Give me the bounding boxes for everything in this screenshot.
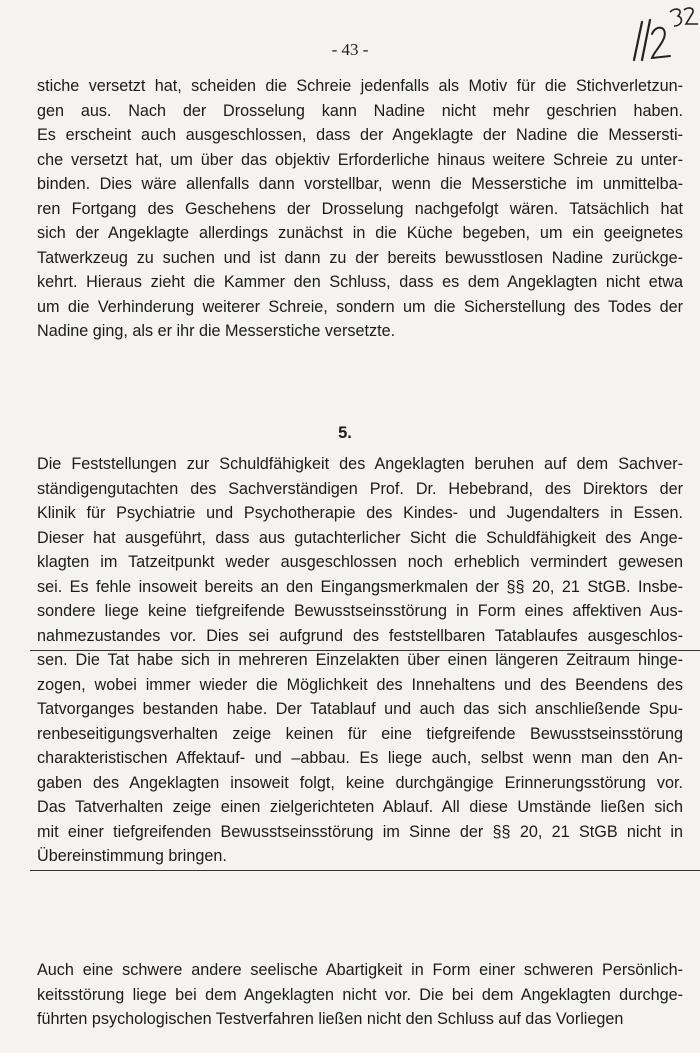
text-line: führten psychologischen Testverfahren ließen nicht den Schluss auf das Vorliegen (37, 1010, 624, 1028)
text-line: binden. Dies wäre allenfalls dann vorstellbar, wenn die Messerstiche im unmittelba- (37, 175, 683, 193)
strike-line (30, 650, 700, 651)
paragraph-1 (37, 74, 683, 344)
text-line: Übereinstimmung bringen. (37, 847, 227, 865)
text-line: che versetzt hat, um über das objektiv Erforderliche hinaus weitere Schreie zu unter- (37, 150, 683, 169)
text-line: Nadine ging, als er ihr die Messerstiche versetzte. (37, 322, 396, 340)
text-line: ständigengutachten des Sachverständigen Prof. Dr. Hebebrand, des Direktors der (37, 479, 683, 498)
text-line: renbeseitigungsverhalten zeige keinen für eine tiefgreifende Bewusstseinsstörung (37, 724, 683, 743)
text-line: Die Feststellungen zur Schuldfähigkeit des Angeklagten beruhen auf dem Sachver- (37, 455, 683, 473)
text-line: ren Fortgang des Geschehens der Drosselung nachgefolgt wären. Tatsächlich hat (37, 199, 683, 218)
text-line: klagten im Tatzeitpunkt weder ausgeschlossen noch erheblich vermindert gewesen (37, 553, 683, 571)
section-heading: 5. (338, 424, 352, 442)
text-line: keitsstörung liege bei dem Angeklagten nicht vor. Die bei dem Angeklagten durchge- (37, 985, 683, 1004)
text-line: kehrt. Hieraus zieht die Kammer den Schluss, dass es dem Angeklagten nicht etwa (37, 273, 683, 291)
text-line: Tatwerkzeug zu suchen und ist dann zu der bereits bewusstlosen Nadine zurückge- (37, 248, 683, 267)
paragraph-3 (37, 958, 683, 1032)
text-line: Dieser hat ausgeführt, dass aus gutachterlicher Sicht die Schuldfähigkeit des Ange- (37, 528, 683, 547)
strike-line (30, 870, 700, 871)
text-line: zogen, wobei immer wieder die Möglichkeit des Innehaltens und des Beendens des (37, 675, 683, 694)
page-number: - 43 - (331, 40, 369, 59)
text-line: Auch eine schwere andere seelische Abartigkeit in Form einer schweren Persönlich- (37, 961, 683, 979)
text-line: stiche versetzt hat, scheiden die Schreie jedenfalls als Motiv für die Stichverletzun- (37, 77, 683, 95)
paragraph-2 (37, 452, 683, 869)
text-line: Das Tatverhalten zeige einen zielgerichteten Ablauf. All diese Umstände ließen sich (37, 798, 683, 816)
text-line: nahmezustandes vor. Dies sei aufgrund des feststellbaren Tatablaufes ausgeschlos- (37, 626, 683, 645)
text-line: Tatvorganges bestanden habe. Der Tatablauf und auch das sich anschließende Spu- (37, 700, 683, 718)
text-line: gaben des Angeklagten insoweit folgt, keine durchgängige Erinnerungsstörung vor. (37, 773, 683, 792)
text-line: Es erscheint auch ausgeschlossen, dass der Angeklagte der Nadine die Messersti- (37, 126, 683, 144)
text-line: Klinik für Psychiatrie und Psychotherapie des Kindes- und Jugendalters in Essen. (37, 504, 683, 522)
text-line: um die Verhinderung weiterer Schreie, sondern um die Sicherstellung des Todes der (37, 297, 683, 316)
text-line: mit einer tiefgreifenden Bewusstseinsstörung im Sinne der §§ 20, 21 StGB nicht in (37, 822, 683, 841)
text-line: gen aus. Nach der Drosselung kann Nadine nicht mehr geschrien haben. (37, 101, 683, 120)
handwritten-annotation-strokes (626, 4, 700, 62)
text-line: sei. Es fehle insoweit bereits an den Eingangsmerkmalen der §§ 20, 21 StGB. Insbe- (37, 577, 683, 596)
text-line: charakteristischen Affektauf- und –abbau. Es liege auch, selbst wenn man den An- (37, 749, 683, 767)
text-line: sen. Die Tat habe sich in mehreren Einzelakten über einen längeren Zeitraum hinge- (37, 651, 683, 669)
text-line: sondere liege keine tiefgreifende Bewusstseinsstörung in Form eines affektiven Aus- (37, 602, 683, 620)
text-line: sich der Angeklagte allerdings zunächst in die Küche begeben, um ein geeignetes (37, 224, 683, 242)
